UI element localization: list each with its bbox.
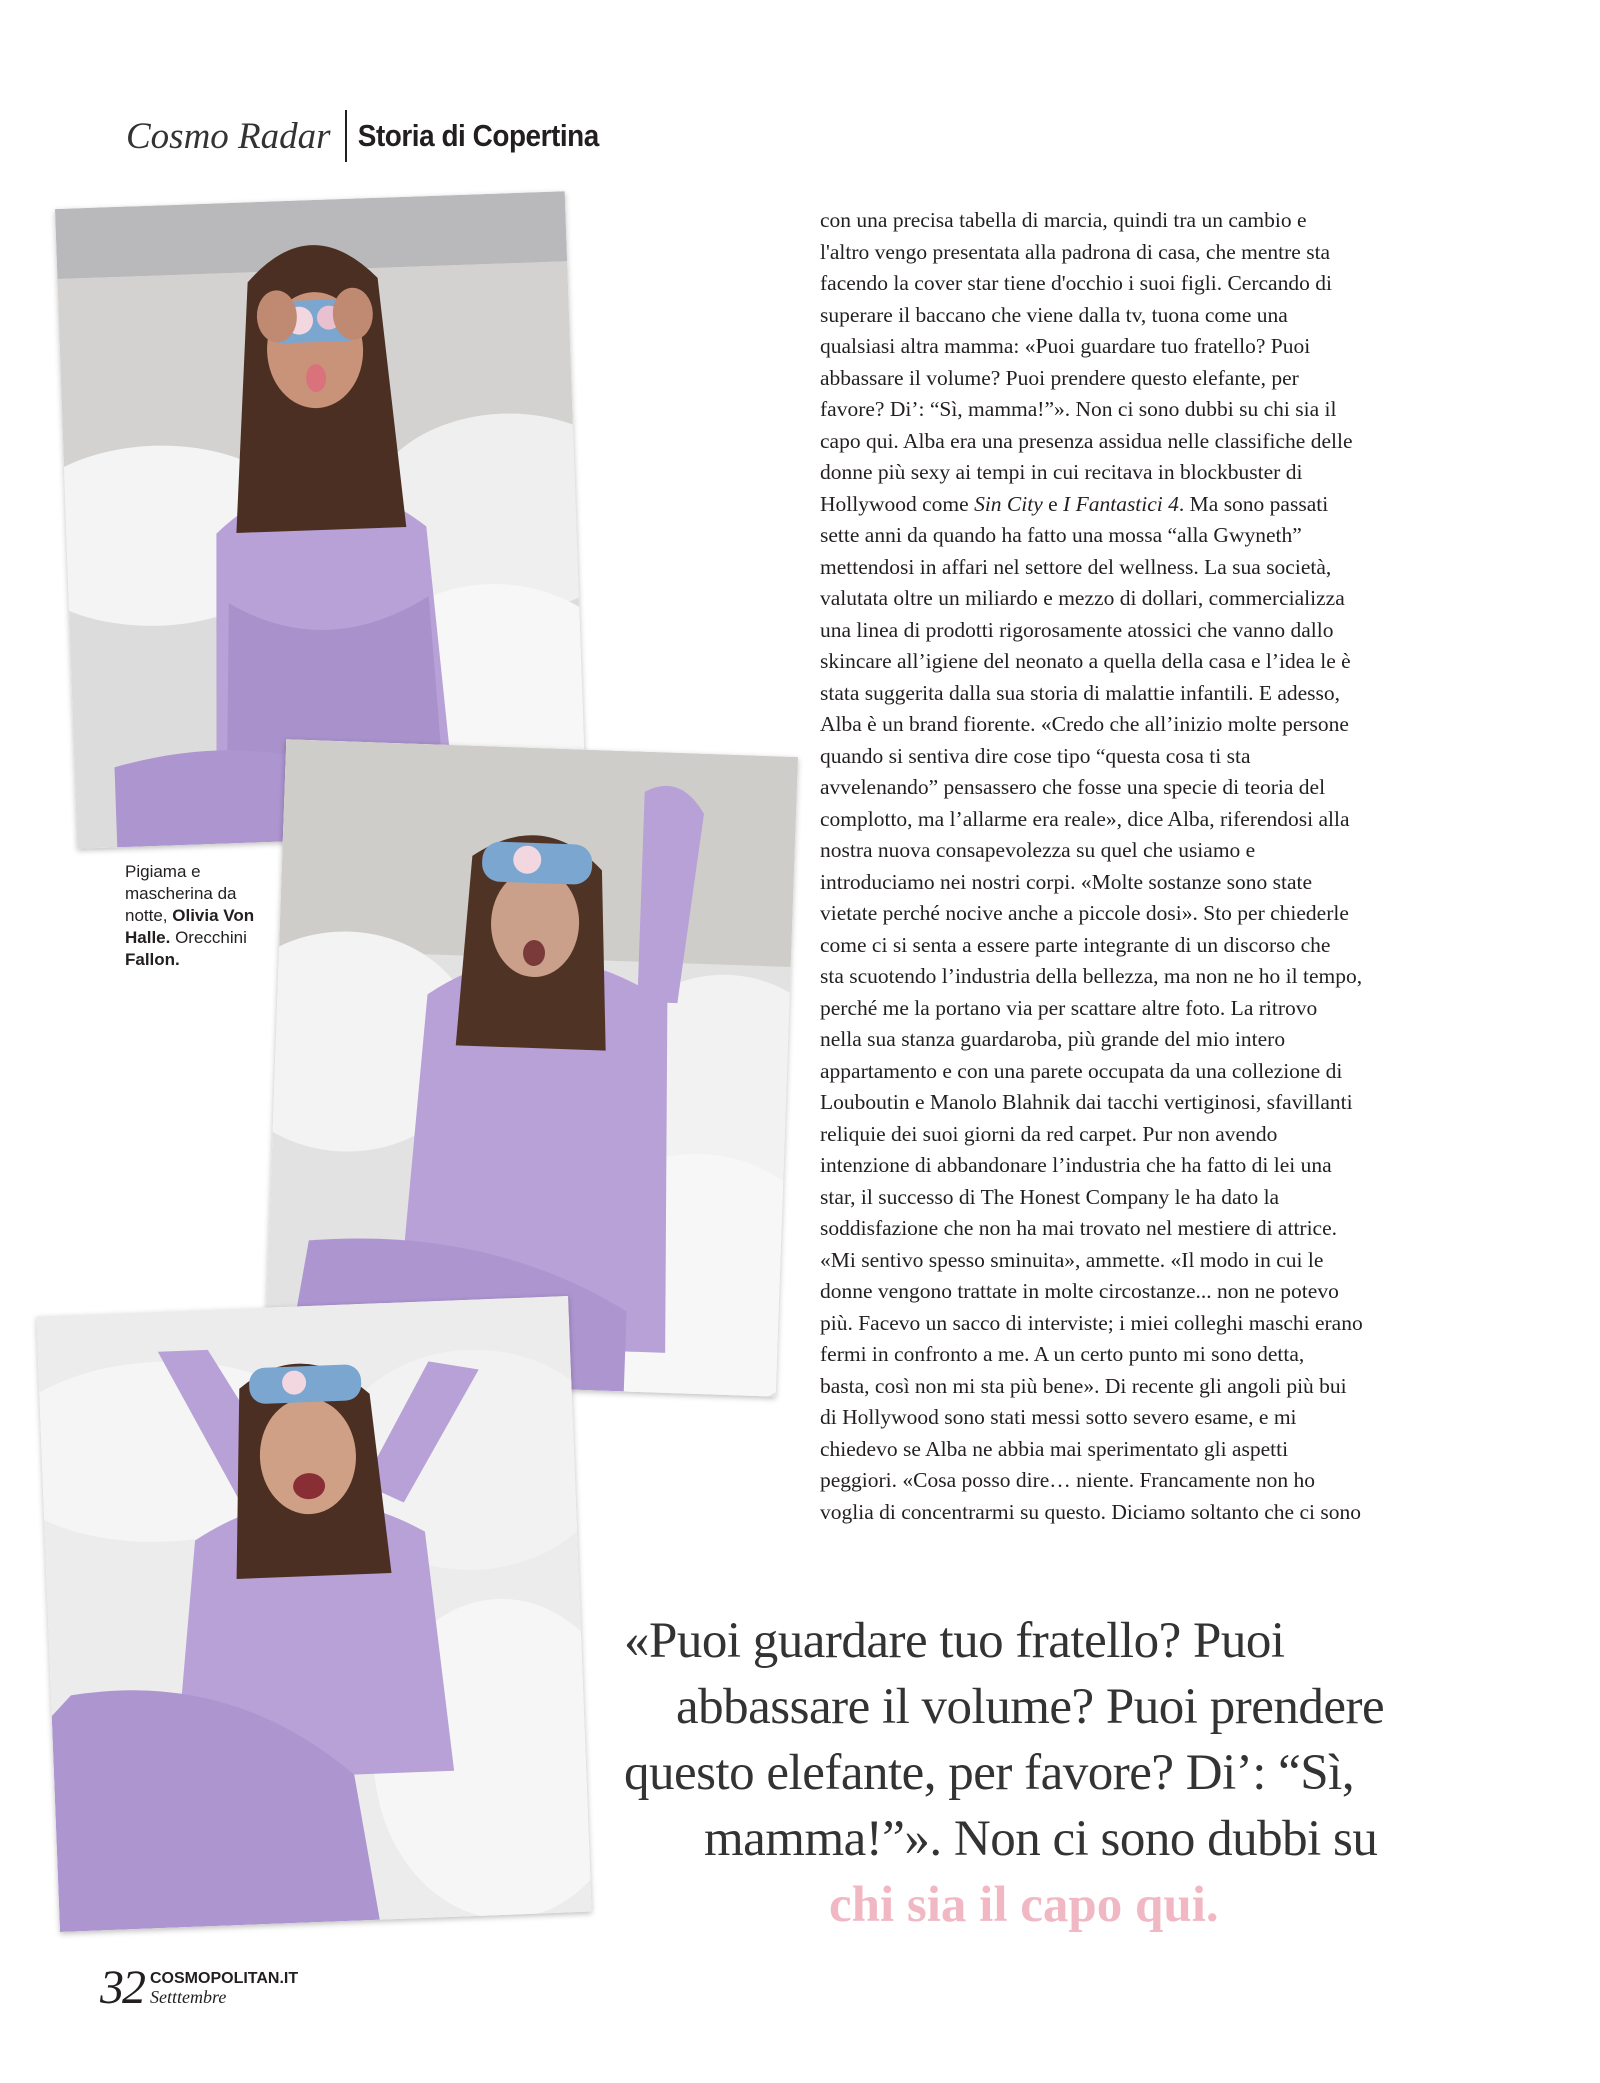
pull-quote <box>624 1608 1484 1938</box>
section-title: Cosmo Radar <box>126 115 331 157</box>
page-header <box>126 108 626 164</box>
page-number: 32 <box>100 1961 144 2014</box>
article-line: Louboutin e Manolo Blahnik dai tacchi vertiginosi, sfavillanti <box>820 1090 1353 1114</box>
article-line: sta scuotendo l’industria della bellezza, ma non ne ho il tempo, <box>820 964 1363 988</box>
issue-month: Setttembre <box>150 1986 227 2007</box>
article-line: qualsiasi altra mamma: «Puoi guardare tuo fratello? Puoi <box>820 334 1311 358</box>
caption-text: Pigiama e mascherina da notte, <box>125 862 237 925</box>
article-line: una linea di prodotti rigorosamente atossici che vanno dallo <box>820 617 1334 642</box>
article-line: donne vengono trattate in molte circostanze... non ne potevo <box>820 1279 1339 1303</box>
article-line: basta, così non mi sta più bene». Di recente gli angoli più bui <box>820 1373 1347 1398</box>
pull-quote-highlight-line <box>624 1872 1484 1938</box>
caption-brand-pajama: Olivia Von Halle. <box>125 906 255 947</box>
article-line: sette anni da quando ha fatto una mossa “alla Gwyneth” <box>820 523 1302 547</box>
article-line: voglia di concentrarmi su questo. Diciamo soltanto che ci sono <box>820 1499 1361 1524</box>
article-line <box>820 489 1482 521</box>
article-line: peggiori. «Cosa posso dire… niente. Francamente non ho <box>820 1468 1315 1492</box>
photo-smiling <box>36 1296 591 1932</box>
pull-quote-highlight: chi sia il capo qui <box>829 1877 1206 1933</box>
subsection-title: Storia di Copertina <box>357 118 599 153</box>
article-line: come ci si senta a essere parte integrante di un discorso che <box>820 932 1331 957</box>
article-line: l'altro vengo presentata alla padrona di casa, che mentre sta <box>820 239 1331 264</box>
article-line: introduciamo nei nostri corpi. «Molte sostanze sono state <box>820 869 1313 894</box>
page-footer <box>100 1960 298 2015</box>
article-line: skincare all’igiene del neonato a quella della casa e l’idea le è <box>820 649 1351 673</box>
article-line: stata suggerita dalla sua storia di malattie infantili. E adesso, <box>820 680 1341 705</box>
film-title: I Fantastici 4 <box>1063 491 1179 516</box>
article-text: Hollywood come <box>820 491 975 516</box>
article-body <box>820 205 1482 1528</box>
pull-quote-line: «Puoi guardare tuo fratello? Puoi <box>624 1613 1285 1669</box>
publication-info <box>150 1970 298 2006</box>
pull-quote-line: abbassare il volume? Puoi prendere <box>676 1679 1385 1735</box>
article-line: Alba è un brand fiorente. «Credo che all’inizio molte persone <box>820 712 1349 736</box>
article-line: abbassare il volume? Puoi prendere questo elefante, per <box>820 365 1299 390</box>
photo-caption <box>125 861 275 971</box>
article-line: avvelenando” pensassero che fosse una specie di teoria del <box>820 775 1326 799</box>
article-line: appartamento e con una parete occupata da una collezione di <box>820 1058 1343 1083</box>
article-line: donne più sexy ai tempi in cui recitava in blockbuster di <box>820 460 1303 484</box>
article-line: star, il successo di The Honest Company le ha dato la <box>820 1184 1280 1209</box>
caption-text: Orecchini <box>170 928 247 947</box>
pull-quote-line: mamma!”». Non ci sono dubbi su <box>704 1811 1378 1867</box>
article-line: soddisfazione che non ha mai trovato nel mestiere di attrice. <box>820 1216 1338 1240</box>
article-line: nella sua stanza guardaroba, più grande del mio intero <box>820 1027 1286 1051</box>
article-line: fermi in confronto a me. A un certo punto mi sono detta, <box>820 1342 1305 1366</box>
article-line: perché me la portano via per scattare altre foto. La ritrovo <box>820 995 1318 1020</box>
article-line: intenzione di abbandonare l’industria che ha fatto di lei una <box>820 1153 1332 1177</box>
caption-brand-earrings: Fallon. <box>125 950 180 969</box>
pull-quote-end: . <box>1205 1877 1219 1933</box>
article-line: con una precisa tabella di marcia, quindi tra un cambio e <box>820 208 1307 232</box>
pull-quote-line: questo elefante, per favore? Di’: “Sì, <box>624 1745 1355 1801</box>
article-line: quando si sentiva dire cose tipo “questa cosa ti sta <box>820 743 1251 768</box>
article-line: più. Facevo un sacco di interviste; i miei colleghi maschi erano <box>820 1310 1363 1335</box>
photo-illustration <box>36 1296 591 1932</box>
article-text: e <box>1042 491 1064 516</box>
article-line: favore? Di’: “Sì, mamma!”». Non ci sono dubbi su chi sia il <box>820 397 1337 421</box>
article-line: complotto, ma l’allarme era reale», dice Alba, riferendosi alla <box>820 806 1350 831</box>
article-text: . Ma sono passati <box>1178 491 1329 516</box>
article-line: valutata oltre un miliardo e mezzo di dollari, commercializza <box>820 586 1345 610</box>
publication-name: COSMOPOLITAN.IT <box>150 1969 299 1987</box>
article-line: vietate perché nocive anche a piccole dosi». Sto per chiederle <box>820 901 1349 925</box>
article-line: reliquie dei suoi giorni da red carpet. Pur non avendo <box>820 1121 1278 1146</box>
article-line: di Hollywood sono stati messi sotto severo esame, e mi <box>820 1405 1297 1429</box>
article-line: capo qui. Alba era una presenza assidua nelle classifiche delle <box>820 428 1353 453</box>
article-line: chiedevo se Alba ne abbia mai sperimentato gli aspetti <box>820 1436 1289 1461</box>
article-line: superare il baccano che viene dalla tv, tuona come una <box>820 302 1288 327</box>
article-line: mettendosi in affari nel settore del wellness. La sua società, <box>820 554 1332 579</box>
article-line: nostra nuova consapevolezza su quel che usiamo e <box>820 838 1256 862</box>
article-line: facendo la cover star tiene d'occhio i suoi figli. Cercando di <box>820 271 1332 295</box>
article-line: «Mi sentivo spesso sminuita», ammette. «Il modo in cui le <box>820 1247 1324 1272</box>
film-title: Sin City <box>974 491 1043 516</box>
